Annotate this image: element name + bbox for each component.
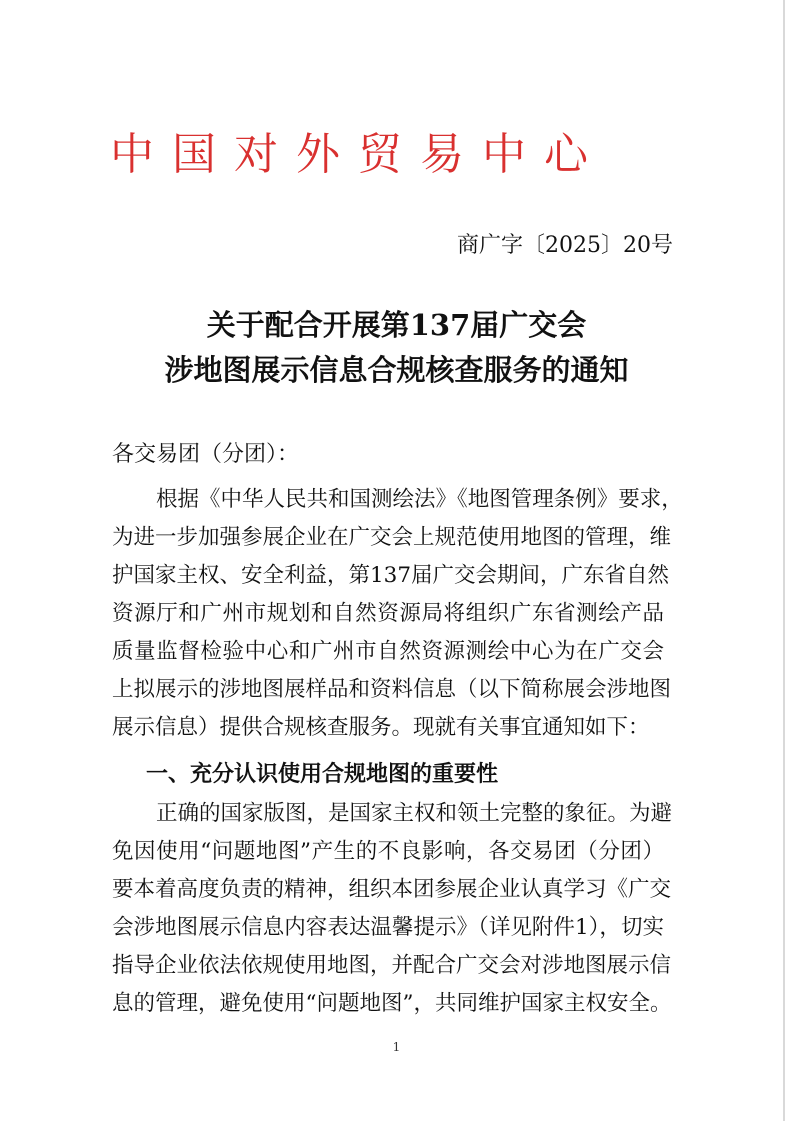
section-1-line: 会涉地图展示信息内容表达温馨提示》（详见附件1），切实 [112, 915, 664, 940]
paragraph-1-line: 资源厅和广州市规划和自然资源局将组织广东省测绘产品 [112, 601, 664, 626]
addressee: 各交易团（分团）： [112, 442, 300, 467]
paragraph-1-line: 上拟展示的涉地图展样品和资料信息（以下简称展会涉地图 [112, 677, 672, 702]
page-number: 1 [392, 1040, 401, 1054]
paragraph-1-line: 根据《中华人民共和国测绘法》《地图管理条例》要求， [156, 487, 683, 512]
section-1-heading: 一、充分认识使用合规地图的重要性 [146, 762, 499, 787]
section-1-line: 免因使用“问题地图”产生的不良影响，各交易团（分团） [112, 839, 664, 864]
section-1-line: 息的管理，避免使用“问题地图”，共同维护国家主权安全。 [112, 991, 672, 1016]
paragraph-1-line: 展示信息）提供合规核查服务。现就有关事宜通知如下： [112, 715, 650, 740]
issuing-organization-header: 中国对外贸易中心 [110, 129, 606, 180]
document-number: 商广字〔2025〕20号 [457, 233, 673, 258]
section-1-line: 正确的国家版图，是国家主权和领土完整的象征。为避 [156, 801, 673, 826]
section-1-line: 要本着高度负责的精神，组织本团参展企业认真学习《广交 [112, 877, 672, 902]
paragraph-1-line: 护国家主权、安全利益，第137届广交会期间，广东省自然 [112, 563, 670, 588]
paragraph-1-line: 为进一步加强参展企业在广交会上规范使用地图的管理，维 [112, 525, 672, 550]
scan-edge-line [783, 0, 785, 1121]
section-1-line: 指导企业依法依规使用地图，并配合广交会对涉地图展示信 [112, 953, 672, 978]
paragraph-1-line: 质量监督检验中心和广州市自然资源测绘中心为在广交会 [112, 639, 664, 664]
document-title-line-1: 关于配合开展第137届广交会 [206, 308, 587, 342]
document-title-line-2: 涉地图展示信息合规核查服务的通知 [164, 353, 629, 387]
